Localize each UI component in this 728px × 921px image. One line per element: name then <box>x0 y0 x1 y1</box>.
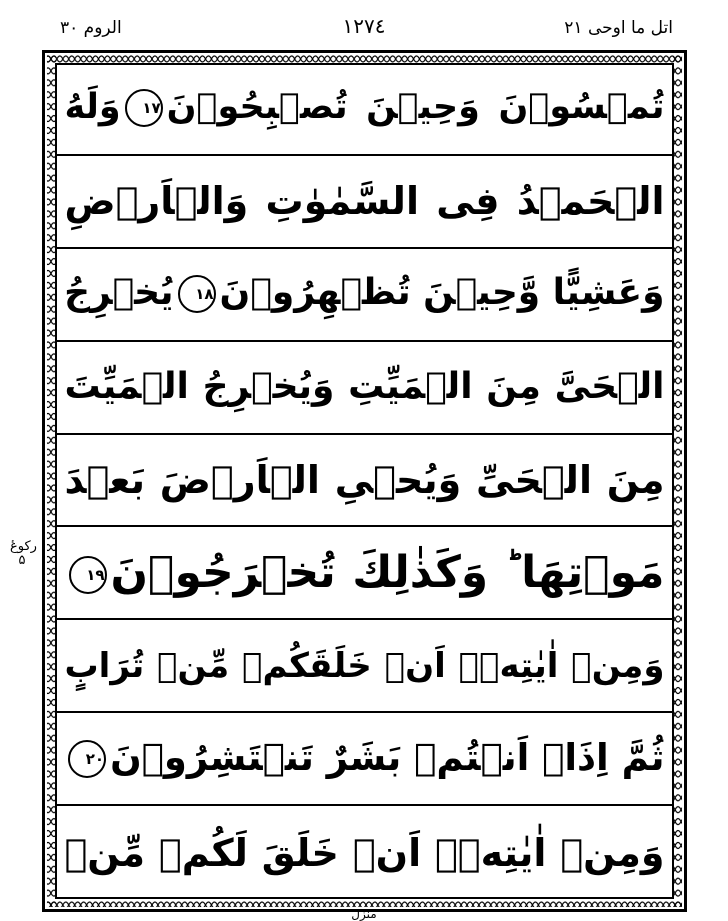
verse-words: مَوۡتِهَا ؕ وَكَذٰلِكَ تُخۡرَجُوۡنَ <box>110 546 665 598</box>
verse-line <box>55 620 674 713</box>
verse-text <box>64 272 665 314</box>
verse-text <box>64 645 665 686</box>
verse-line <box>55 342 674 435</box>
ayah-number-marker: ١٧ <box>125 89 163 127</box>
page-number: ١٢٧٤ <box>342 14 386 38</box>
ayah-number-marker: ٢٠ <box>68 740 106 778</box>
verse-line <box>55 63 674 156</box>
verse-line <box>55 249 674 342</box>
verse-line <box>55 713 674 806</box>
header-para: اتل ما اوحى ٢١ <box>564 18 673 38</box>
verse-line <box>55 527 674 620</box>
verse-words: مِنَ الۡحَىِّ وَيُحۡىِ الۡاَرۡضَ بَعۡدَ <box>64 457 665 502</box>
verse-words-after: يُخۡرِجُ <box>64 272 174 314</box>
ayah-number-marker: ١٨ <box>178 275 216 313</box>
verse-text <box>64 830 665 875</box>
ayah-number-marker: ١٩ <box>69 556 107 594</box>
manzil-footer: منزل <box>351 907 377 921</box>
verse-line <box>55 156 674 249</box>
verse-text <box>64 179 665 224</box>
verse-words: الۡحَىَّ مِنَ الۡمَيِّتِ وَيُخۡرِجُ الۡمَيِّتَ <box>64 366 665 408</box>
verse-text <box>64 457 665 502</box>
ruku-marker: رکوعٔ ۵ <box>10 539 37 568</box>
verse-words: وَمِنۡ اٰيٰتِهٖۤ اَنۡ خَلَقَ لَكُمۡ مِّنۡ <box>64 830 665 875</box>
verse-words: ثُمَّ اِذَاۤ اَنۡتُمۡ بَشَرٌ تَنۡتَشِرُوۡنَ <box>110 735 665 779</box>
verse-line <box>55 806 674 899</box>
verse-words: وَمِنۡ اٰيٰتِهٖۤ اَنۡ خَلَقَكُمۡ مِّنۡ تُرَابٍ <box>64 645 665 686</box>
verse-text <box>65 735 665 779</box>
verse-line <box>55 435 674 528</box>
verse-text <box>65 546 665 598</box>
verse-words-after: وَلَهُ <box>64 87 121 128</box>
verse-words: الۡحَمۡدُ فِى السَّمٰوٰتِ وَالۡاَرۡضِ <box>64 179 665 224</box>
verse-words: وَعَشِيًّا وَّحِيۡنَ تُظۡهِرُوۡنَ <box>219 272 665 314</box>
verse-words: تُمۡسُوۡنَ وَحِيۡنَ تُصۡبِحُوۡنَ <box>166 87 665 128</box>
verse-text <box>65 89 665 127</box>
header-surah: الروم ٣٠ <box>60 18 122 38</box>
verse-lines <box>55 63 674 899</box>
verse-text <box>64 366 665 408</box>
